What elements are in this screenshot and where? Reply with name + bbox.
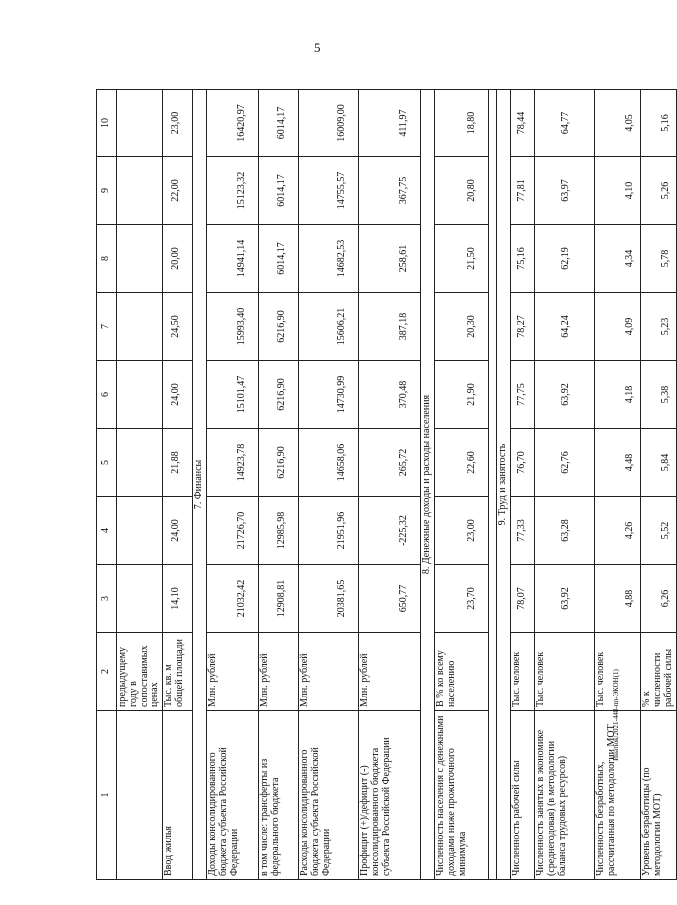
value-cell: 20,80	[435, 157, 489, 225]
indicator-name: Ввод жилья	[163, 711, 193, 880]
value-cell: 6216,90	[259, 429, 299, 497]
column-number: 4	[97, 497, 117, 565]
column-number: 10	[97, 90, 117, 157]
value-cell: 6,26	[641, 565, 676, 633]
unemployment-rate-row	[641, 90, 676, 880]
value-cell: 76,70	[511, 429, 535, 497]
value-cell: 370,48	[359, 361, 421, 429]
indicator-name: Численность безработных, рассчитанная по методологии МОТ	[595, 711, 641, 880]
column-number-row	[97, 90, 117, 880]
value-cell: 78,27	[511, 293, 535, 361]
value-cell: 367,75	[359, 157, 421, 225]
value-cell: 24,50	[163, 293, 193, 361]
value-cell: 21951,96	[299, 497, 359, 565]
section-header-row	[193, 90, 207, 880]
unit-cell: Млн. рублей	[299, 633, 359, 711]
unit-cell: предыдущему году в сопоставимых ценах	[117, 633, 163, 711]
value-cell: 20,00	[163, 225, 193, 293]
unit-cell: % к численности рабочей силы	[641, 633, 676, 711]
value-cell: 4,09	[595, 293, 641, 361]
transfers-row	[259, 90, 299, 880]
spacer-row	[489, 90, 497, 880]
value-cell: 77,33	[511, 497, 535, 565]
indicator-name: Доходы консолидированного бюджета субъекта Российской Федерации	[207, 711, 259, 880]
value-cell: 77,81	[511, 157, 535, 225]
value-cell: 24,00	[163, 497, 193, 565]
value-cell: 78,44	[511, 90, 535, 157]
value-cell: 15993,40	[207, 293, 259, 361]
indicator-name: Уровень безработицы (по методологии МОТ)	[641, 711, 676, 880]
unit-cell: Млн. рублей	[207, 633, 259, 711]
value-cell: 64,77	[535, 90, 595, 157]
value-cell: 14730,99	[299, 361, 359, 429]
column-number: 2	[97, 633, 117, 711]
value-cell: 6014,17	[259, 157, 299, 225]
value-cell: 5,84	[641, 429, 676, 497]
value-cell: 258,61	[359, 225, 421, 293]
value-cell: 14923,78	[207, 429, 259, 497]
column-number: 1	[97, 711, 117, 880]
value-cell: 64,24	[535, 293, 595, 361]
section-title: 8. Денежные доходы и расходы населения	[421, 90, 435, 880]
value-cell: 4,18	[595, 361, 641, 429]
empty-cell	[117, 711, 163, 880]
value-cell: 22,00	[163, 157, 193, 225]
value-cell: 12985,98	[259, 497, 299, 565]
page-number: 5	[314, 40, 321, 55]
unemployed-row	[595, 90, 641, 880]
value-cell: 20,30	[435, 293, 489, 361]
value-cell: 21,90	[435, 361, 489, 429]
section-title: 7. Финансы	[193, 90, 207, 880]
value-cell: 21032,42	[207, 565, 259, 633]
column-number: 9	[97, 157, 117, 225]
section-title: 9. Труд и занятость	[497, 90, 511, 880]
value-cell: 63,92	[535, 361, 595, 429]
value-cell: 21,50	[435, 225, 489, 293]
section-header-row	[497, 90, 511, 880]
value-cell: 4,34	[595, 225, 641, 293]
unit-cell: Млн. рублей	[259, 633, 299, 711]
column-number: 5	[97, 429, 117, 497]
column-number: 3	[97, 565, 117, 633]
value-cell: 14658,06	[299, 429, 359, 497]
value-cell: 5,78	[641, 225, 676, 293]
value-cell: 4,88	[595, 565, 641, 633]
value-cell: 650,77	[359, 565, 421, 633]
value-cell: 4,26	[595, 497, 641, 565]
value-cell: 4,48	[595, 429, 641, 497]
value-cell: 16009,00	[299, 90, 359, 157]
value-cell: 14755,57	[299, 157, 359, 225]
budget-expenses-row	[299, 90, 359, 880]
unit-cell: Тыс. человек	[535, 633, 595, 711]
unit-cell: Тыс. человек	[511, 633, 535, 711]
indicator-name: Численность рабочей силы	[511, 711, 535, 880]
column-number: 6	[97, 361, 117, 429]
value-cell: 5,16	[641, 90, 676, 157]
value-cell: 12908,81	[259, 565, 299, 633]
unit-cell: Млн. рублей	[359, 633, 421, 711]
value-cell: 5,38	[641, 361, 676, 429]
budget-revenue-row	[207, 90, 259, 880]
value-cell: 18,80	[435, 90, 489, 157]
value-cell: 63,92	[535, 565, 595, 633]
value-cell: 5,52	[641, 497, 676, 565]
employed-row	[535, 90, 595, 880]
indicator-name: Численность населения с денежными доходами ниже прожиточного минимума	[435, 711, 489, 880]
value-cell: 6216,90	[259, 293, 299, 361]
indicators-table	[96, 89, 677, 880]
indicator-name: Численность занятых в экономике (среднегодовая) (в методологии баланса трудовых ресурсов)	[535, 711, 595, 880]
value-cell: 6014,17	[259, 225, 299, 293]
value-cell: 63,97	[535, 157, 595, 225]
value-cell: 22,60	[435, 429, 489, 497]
value-cell: 265,72	[359, 429, 421, 497]
value-cell: 20381,65	[299, 565, 359, 633]
value-cell: 6216,90	[259, 361, 299, 429]
value-cell: 14682,53	[299, 225, 359, 293]
value-cell: 14,10	[163, 565, 193, 633]
value-cell: 14941,14	[207, 225, 259, 293]
unit-cell: Тыс. кв. м общей площади	[163, 633, 193, 711]
value-cell: 21,88	[163, 429, 193, 497]
value-cell: 77,75	[511, 361, 535, 429]
indicator-name: Профицит (+)/дефицит (-) консолидированного бюджета субъекта Российской Федерации	[359, 711, 421, 880]
housing-row	[163, 90, 193, 880]
value-cell: 15123,32	[207, 157, 259, 225]
labor-force-row	[511, 90, 535, 880]
value-cell: 23,00	[435, 497, 489, 565]
value-cell: 78,07	[511, 565, 535, 633]
value-cell: 16420,97	[207, 90, 259, 157]
unit-cell: Тыс. человек	[595, 633, 641, 711]
value-cell: 4,10	[595, 157, 641, 225]
value-cell: -225,32	[359, 497, 421, 565]
indicator-name: в том числе: трансферты из федерального бюджета	[259, 711, 299, 880]
value-cell: 23,00	[163, 90, 193, 157]
value-cell: 62,76	[535, 429, 595, 497]
document-code: Инатюк/2021-448-пп-ЭКОН(1)	[612, 669, 620, 761]
value-cell: 6014,17	[259, 90, 299, 157]
value-cell: 21726,70	[207, 497, 259, 565]
value-cell: 15606,21	[299, 293, 359, 361]
value-cell: 15101,47	[207, 361, 259, 429]
section-header-row	[421, 90, 435, 880]
unit-cell: В % ко всему населению	[435, 633, 489, 711]
poverty-row	[435, 90, 489, 880]
continued-row	[117, 90, 163, 880]
value-cell: 387,18	[359, 293, 421, 361]
value-cell: 63,28	[535, 497, 595, 565]
value-cell: 4,05	[595, 90, 641, 157]
column-number: 8	[97, 225, 117, 293]
value-cell: 24,00	[163, 361, 193, 429]
value-cell: 62,19	[535, 225, 595, 293]
column-number: 7	[97, 293, 117, 361]
surplus-deficit-row	[359, 90, 421, 880]
value-cell: 5,23	[641, 293, 676, 361]
value-cell: 5,26	[641, 157, 676, 225]
value-cell: 411,97	[359, 90, 421, 157]
value-cell: 75,16	[511, 225, 535, 293]
value-cell: 23,70	[435, 565, 489, 633]
indicator-name: Расходы консолидированного бюджета субъекта Российской Федерации	[299, 711, 359, 880]
